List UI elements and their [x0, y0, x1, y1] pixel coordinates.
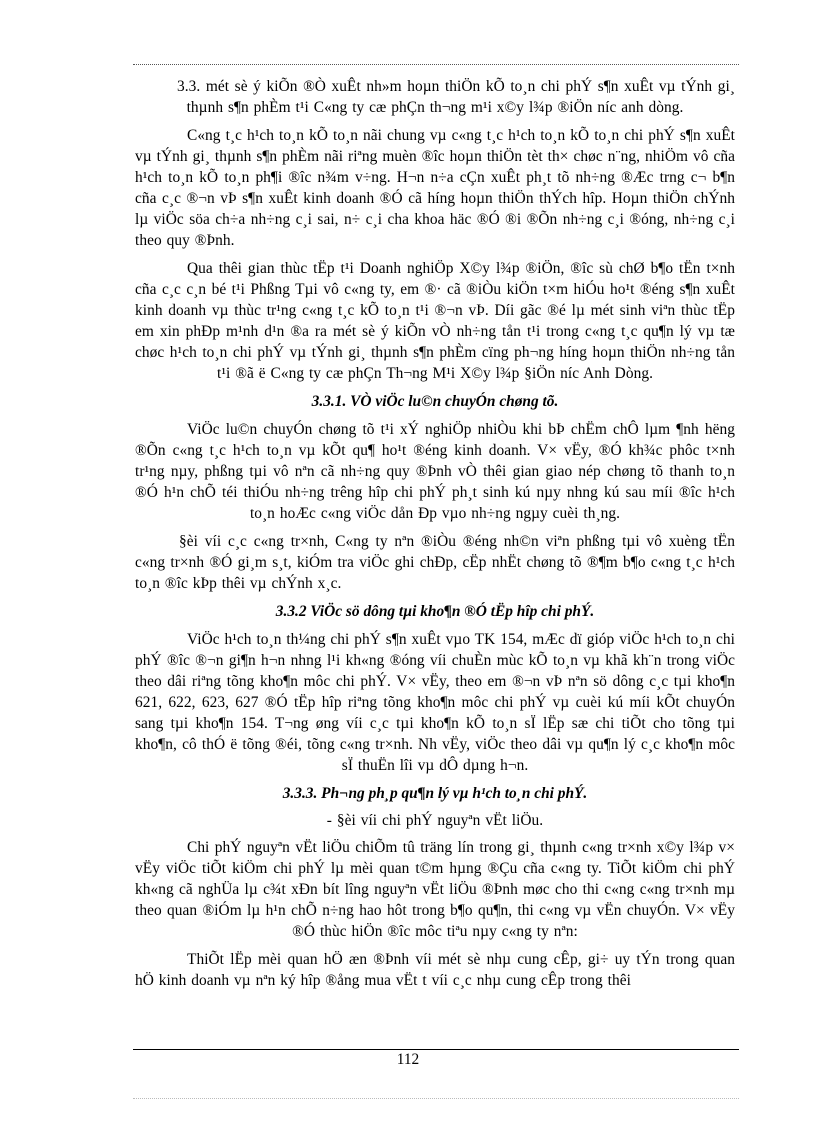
paragraph: §èi víi c¸c c«ng tr×nh, C«ng ty nªn ®iÒu ®éng nh©n viªn phßng tµi vô xuèng tËn c«ng tr×nh ®Ó gi¸m s¸t, kiÓm tra viÖc ghi chÐp, cËp nhËt chøng tõ ®¶m b¶o c«ng t¸c h¹ch to¸n ®îc kÞp thêi vµ chÝnh x¸c. [135, 533, 735, 592]
paragraph: ViÖc h¹ch to¸n th¼ng chi phÝ s¶n xuÊt vµo TK 154, mÆc dï gióp viÖc h¹ch to¸n chi phÝ ®îc ®¬n gi¶n h¬n nhng l¹i kh«ng ®óng víi chuÈn mùc kÕ to¸n vµ khã kh¨n trong viÖc theo dâi riªng tõng kho¶n môc chi phÝ. V× vËy, theo em ®¬n vÞ nªn sö dông c¸c tµi kho¶n 621, 622, 623, 627 ®Ó tËp hîp riªng tõng kho¶n môc chi phÝ vµ cuèi kú míi kÕt chuyÓn sang tµi kho¶n 154. T¬ng øng víi c¸c tµi kho¶n kÕ to¸n sÏ lËp sæ chi tiÕt cho tõng tµi kho¶n, cô thÓ ë tõng ®éi, tõng c«ng tr×nh. Nh vËy, viÖc theo dâi vµ qu¶n lý c¸c kho¶n môc sÏ thuËn lîi vµ dÔ dµng h¬n. [135, 631, 735, 774]
paragraph: ThiÕt lËp mèi quan hÖ æn ®Þnh víi mét sè nhµ cung cÊp, gi÷ uy tÝn trong quan hÖ kinh doanh vµ nªn ký hîp ®ång mua vËt t víi c¸c nhµ cung cÊp trong thêi [135, 951, 735, 989]
document-page [135, 72, 735, 991]
paragraph: C«ng t¸c h¹ch to¸n kÕ to¸n nãi chung vµ c«ng t¸c h¹ch to¸n kÕ to¸n chi phÝ s¶n xuÊt vµ tÝnh gi¸ thµnh s¶n phÈm nãi riªng muèn ®îc hoµn thiÖn tèt th× chøc n¨ng, nhiÖm vô cña h¹ch to¸n kÕ to¸n ph¶i ®îc n¾m v÷ng. H¬n n÷a cÇn xuÊt ph¸t tõ nh÷ng ®Æc trng c¬ b¶n cña c¸c ®¬n vÞ s¶n xuÊt kinh doanh ®Ó cã híng hoµn thiÖn thÝch hîp. Hoµn thiÖn chÝnh lµ viÖc söa ch÷a nh÷ng c¸i sai, n÷ c¸i cha khoa häc ®Ó ®i ®Õn nh÷ng c¸i ®óng, nh÷ng c¸i theo quy ®Þnh. [135, 127, 735, 249]
paragraph: ViÖc lu©n chuyÓn chøng tõ t¹i xÝ nghiÖp nhiÒu khi bÞ chËm chÔ lµm ¶nh hëng ®Õn c«ng t¸c h¹ch to¸n vµ kÕt qu¶ ho¹t ®éng kinh doanh. V× vËy, ®Ó kh¾c phôc t×nh tr¹ng nµy, phßng tµi vô nªn cã nh÷ng quy ®Þnh vÒ thêi gian giao nép chøng tõ thanh to¸n ®Ó h¹n chÕ téi thiÓu nh÷ng trêng hîp chi phÝ ph¸t sinh kú nµy nhng kú sau míi ®îc h¹ch to¸n hoÆc c«ng viÖc dån Ðp vµo nh÷ng ngµy cuèi th¸ng. [135, 421, 735, 522]
footer-dotted-rule [133, 1098, 739, 1099]
section-heading-3-3-3: 3.3.3. Ph¬ng ph¸p qu¶n lý vµ h¹ch to¸n chi phÝ. [282, 785, 588, 802]
subsection-label: - §èi víi chi phÝ nguyªn vËt liÖu. [326, 812, 544, 829]
section-title-3-3: 3.3. mét sè ý kiÕn ®Ò xuÊt nh»m hoµn thiÖn kÕ to¸n chi phÝ s¶n xuÊt vµ tÝnh gi¸ thµnh s¶n phÈm t¹i C«ng ty cæ phÇn th¬ng m¹i x©y l¾p ®iÖn níc anh dòng. [177, 78, 735, 116]
page-number: 112 [396, 1051, 420, 1068]
paragraph: Qua thêi gian thùc tËp t¹i Doanh nghiÖp X©y l¾p ®iÖn, ®îc sù chØ b¶o tËn t×nh cña c¸c c¸n bé t¹i Phßng Tµi vô c«ng ty, em ®· cã ®iÒu kiÖn t×m hiÓu ho¹t ®éng s¶n xuÊt kinh doanh vµ thùc tr¹ng c«ng t¸c kÕ to¸n t¹i ®¬n vÞ. Díi gãc ®é lµ mét sinh viªn thùc tËp em xin phÐp m¹nh d¹n ®a ra mét sè ý kiÕn vÒ nh÷ng tån t¹i trong c«ng t¸c qu¶n lý vµ tæ chøc h¹ch to¸n chi phÝ vµ tÝnh gi¸ thµnh s¶n phÈm cïng ph¬ng híng hoµn thiÖn nh÷ng tån t¹i ®ã ë C«ng ty cæ phÇn Th¬ng M¹i X©y l¾p §iÖn níc Anh Dòng. [135, 260, 735, 382]
header-rule [133, 64, 739, 65]
section-heading-3-3-2: 3.3.2 ViÖc sö dông tµi kho¶n ®Ó tËp hîp chi phÝ. [275, 603, 595, 620]
paragraph: Chi phÝ nguyªn vËt liÖu chiÕm tû träng lín trong gi¸ thµnh c«ng tr×nh x©y l¾p v× vËy viÖc tiÕt kiÖm chi phÝ lµ mèi quan t©m hµng ®Çu cña c«ng ty. TiÕt kiÖm chi phÝ kh«ng cã nghÜa lµ c¾t xÐn bít lîng nguyªn vËt liÖu ®Þnh møc cho thi c«ng c«ng tr×nh mµ theo quan ®iÓm lµ h¹n chÕ n÷ng hao hôt trong b¶o qu¶n, thi c«ng vµ vËn chuyÓn. V× vËy ®Ó thùc hiÖn ®îc môc tiªu nµy c«ng ty nªn: [135, 839, 735, 940]
section-heading-3-3-1: 3.3.1. VÒ viÖc lu©n chuyÓn chøng tõ. [311, 393, 559, 410]
